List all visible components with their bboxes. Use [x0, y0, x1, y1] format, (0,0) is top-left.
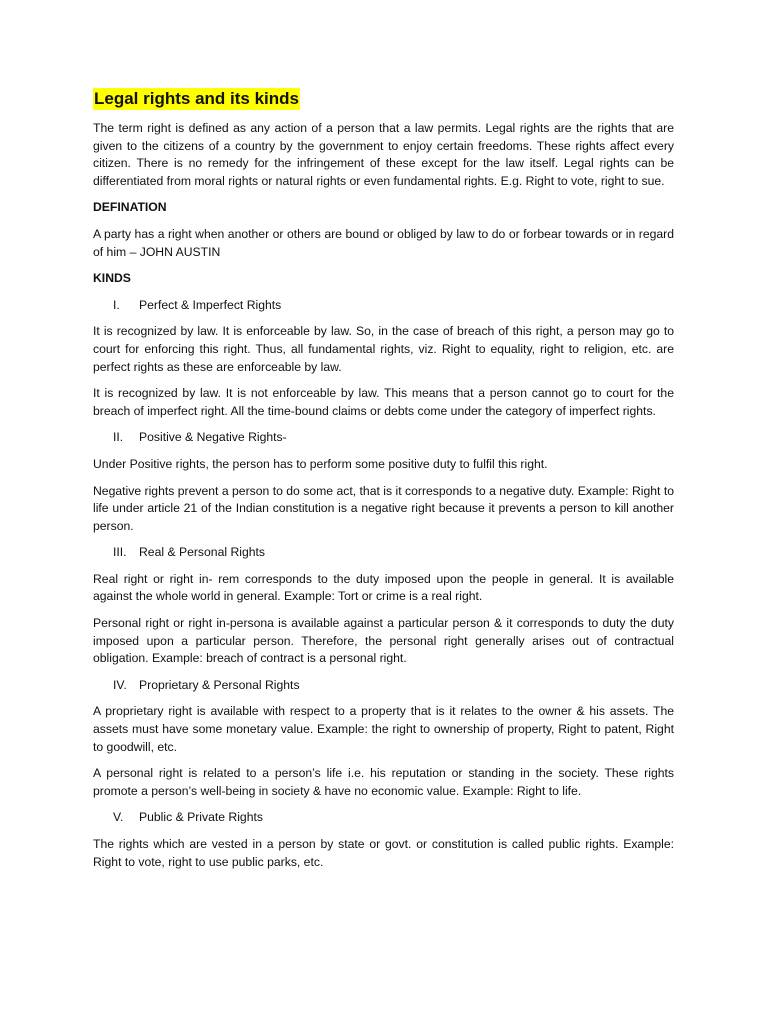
section-heading-2 [93, 429, 674, 447]
section-3-paragraph-1: Real right or right in- rem corresponds to the duty imposed upon the people in general. It is available against the whole world in general. Example: Tort or crime is a real right. [93, 571, 674, 604]
section-4-paragraph-2: A personal right is related to a person’s life i.e. his reputation or standing in the society. These rights promote a person’s well-being in society & have no economic value. Example: Right to life. [93, 766, 674, 798]
section-4-paragraph-1: A proprietary right is available with respect to a property that is it relates to the owner & his assets. The assets must have some monetary value. Example: the right to ownership of property, Right to patent, Right to goodwill, etc. [93, 704, 674, 754]
section-numeral: V. [113, 810, 124, 825]
section-numeral: IV. [113, 677, 127, 692]
section-2-paragraph-1: Under Positive rights, the person has to perform some positive duty to fulfil this right. [93, 456, 548, 471]
section-1-paragraph-1: It is recognized by law. It is enforceable by law. So, in the case of breach of this right, a person may go to court for enforcing this right. Thus, all fundamental rights, viz. Right to equality, right to religion, etc. are perfect rights as these are enforceable by law. [93, 324, 674, 374]
section-label: Positive & Negative Rights- [139, 430, 287, 445]
definition-heading: DEFINATION [93, 200, 167, 215]
section-heading-4 [93, 677, 674, 695]
section-3-paragraph-2: Personal right or right in-persona is available against a particular person & it corresponds to duty the duty imposed upon a particular person. Therefore, the personal right generally arises out of contractual obligation. Example: breach of contract is a personal right. [93, 616, 674, 666]
section-2-paragraph-2: Negative rights prevent a person to do some act, that is it corresponds to a negative duty. Example: Right to life under article 21 of the Indian constitution is a negative right because it prevents a person to kill another person. [93, 483, 674, 533]
definition-paragraph: A party has a right when another or others are bound or obliged by law to do or forbear towards or in regard of him – JOHN AUSTIN [93, 226, 674, 259]
section-label: Proprietary & Personal Rights [139, 677, 300, 692]
section-1-paragraph-2: It is recognized by law. It is not enforceable by law. This means that a person cannot go to court for the breach of imperfect right. All the time-bound claims or debts come under the category of imperfect rights. [93, 386, 674, 418]
section-heading-1 [93, 297, 674, 315]
section-numeral: III. [113, 545, 127, 560]
intro-paragraph: The term right is defined as any action of a person that a law permits. Legal rights are the rights that are given to the citizens of a country by the government to enjoy certain freedoms. These rights affect every citizen. There is no remedy for the infringement of these except for the law itself. Legal rights can be differentiated from moral rights or natural rights or even fundamental rights. E.g. Right to vote, right to sue. [93, 121, 674, 188]
section-label: Real & Personal Rights [139, 545, 265, 560]
section-numeral: I. [113, 297, 120, 312]
section-label: Perfect & Imperfect Rights [139, 297, 282, 312]
document-title: Legal rights and its kinds [94, 89, 299, 108]
kinds-heading: KINDS [93, 271, 131, 286]
section-5-paragraph-1: The rights which are vested in a person by state or govt. or constitution is called public rights. Example: Right to vote, right to use public parks, etc. [93, 837, 674, 869]
section-heading-5 [93, 809, 674, 827]
document-content [93, 88, 674, 880]
section-numeral: II. [113, 430, 124, 445]
section-label: Public & Private Rights [139, 810, 263, 825]
section-heading-3 [93, 544, 674, 562]
